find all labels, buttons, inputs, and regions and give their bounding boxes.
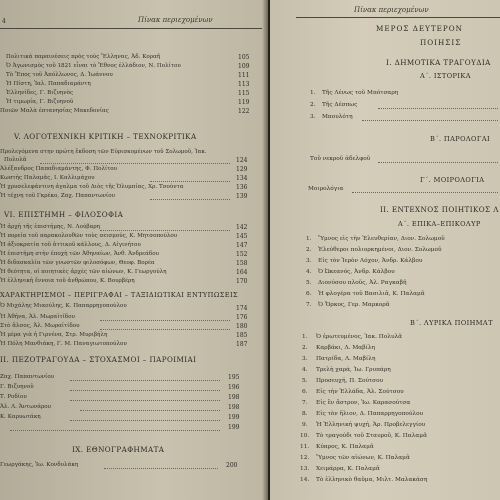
right-header-rule [296, 17, 500, 18]
part-subtitle: ΠΟΙΗΣΙΣ [420, 38, 462, 47]
section-heading: VI. ΕΠΙΣΤΗΜΗ – ΦΙΛΟΣΟΦΙΑ [4, 210, 124, 219]
subsection-heading: Β΄. ΠΑΡΟΛΟΓΑΙ [430, 135, 490, 143]
subsection-heading: Β΄. ΛΥΡΙΚΑ ΠΟΙΗΜΑΤ [410, 319, 493, 327]
left-page-number: 4 [2, 18, 6, 25]
section-heading: V. ΛΟΓΟΤΕΧΝΙΚΗ ΚΡΙΤΙΚΗ – ΤΕΧΝΟΚΡΙΤΙΚΑ [14, 132, 197, 141]
section-heading: ΙΧ. ΕΘΝΟΓΡΑΦΗΜΑΤΑ [72, 445, 165, 454]
section-heading: ΙΙ. ΠΕΖΟΤΡΑΓΟΥΔΑ – ΣΤΟΧΑΣΜΟΙ – ΠΑΡΟΙΜΙΑΙ [0, 355, 197, 364]
right-page: Πίνακ περιεχομένων ΜΕΡΟΣ ΔΕΥΤΕΡΟΝ ΠΟΙΗΣΙΣ Ι. ΔΗΜΟΤΙΚΑ ΤΡΑΓΟΥΔΙΑ Α΄. ΙΣΤΟΡΙΚΑ 1. Τῆς Λένως τοῦ Μπότσαρη 2. Τῆς Δέσπως 3. Μπουλότη Β΄. ΠΑΡΟΛΟΓΑΙ Τοῦ νεκροῦ ἀδελφοῦ Γ΄. ΜΟΙΡΟΛΟΓΙΑ Μοιρολόγια ΙΙ. ΕΝΤΕΧΝΟΣ ΠΟΙΗΤΙΚΟΣ Λ Α΄. ΕΠΙΚΑ–ΕΠΙΚΟΛΥΡ 1. Ὕμνος εἰς τὴν Ἐλευθερίαν, Διον. Σολωμοῦ 2. Ἐλεύθεροι πολιορκημένοι, Διον. Σολωμοῦ 3. Εἰς τὸν Ἱερὸν Λόχον, Ἀνδρ. Κάλβου 4. Ὁ Ὠκεανός, Ἀνδρ. Κάλβου 5. Διονύσου πλοῦς, Ἀλ. Ραγκαβῆ 6. Ἡ φλογέρα τοῦ Βασιλιᾶ, Κ. Παλαμᾶ 7. Ὁ Ὅρκος, Γερ. Μαρκορᾶ Β΄. ΛΥΡΙΚΑ ΠΟΙΗΜΑΤ 1. Ὁ ἐρωτευμένος, Ἰακ. Πολυλᾶ 2. Καρβάκι, Λ. Μαβίλη 3. Πατρίδα, Λ. Μαβίλη 4. Τρελὴ χαρά, Ἰω. Γρυπάρη 5. Προσευχή, Π. Σούτσου 6. Εἰς τὴν Ἑλλάδα, Ἀλ. Σούτσου 7. Εἰς ἓν ἄστρον, Ἰω. Καρασούτσα 8. Εἰς τὸν ἥλιον, Δ. Παπαρρηγοπούλου 9. Ἡ Ἑλληνικὴ ψυχή, Ἀρ. Προβελεγγίου 10. Τὸ τραγούδι τοῦ Σταυροῦ, Κ. Παλαμᾶ 11. Κύπρος, Κ. Παλαμᾶ 12. Ὕμνος τῶν αἰώνων, Κ. Παλαμᾶ 13. Χειμάρρα, Κ. Παλαμᾶ 14. Τὸ ἑλληνικὸ θαῦμα, Μιλτ. Μαλακάση [270, 0, 500, 500]
subsection-heading: Α΄. ΙΣΤΟΡΙΚΑ [420, 72, 471, 80]
section-heading: ΧΑΡΑΚΤΗΡΙΣΜΟΙ – ΠΕΡΙΓΡΑΦΑΙ – ΤΑΞΙΔΙΩΤΙΚΑΙ ΕΝΤΥΠΩΣΕΙΣ [0, 291, 239, 299]
subsection-heading: Γ΄. ΜΟΙΡΟΛΟΓΙΑ [420, 176, 485, 184]
right-running-header: Πίνακ περιεχομένων [354, 6, 429, 14]
left-page: 4 Πίνακ περιεχομένων Πολιτικά παραινέσεις πρὸς τοὺς Ἕλληνας, Ἀδ. Κοραῆ 105 Ὁ Ἀγωνισμὸς τοῦ 1821 εἶναι τὸ Ἔθνος ἑλλάδιον, Ν. Πολίτου 109 Τὸ Ἔπος τοῦ Ἀπόλλωνος, Δ. Ἰωάννου 111 Ἡ Πίστη, Ἰαλ. Παπαδιαμάντη 113 Ἑλληνίδες, Γ. Βιζυηνὸς 115 Ἡ τιμωρία, Γ. Βιζυηνοῦ 119 Ποιῶν Μαλὰ ἑπτανησίας Μακεδονίας 122 V. ΛΟΓΟΤΕΧΝΙΚΗ ΚΡΙΤΙΚΗ – ΤΕΧΝΟΚΡΙΤΙΚΑ Προλεγόμενα στην πρώτη ἔκδοση τῶν Εὑρισκομένων τοῦ Σολωμοῦ, Ἰακ. Πολυλᾶ 124 Ἀλέξανδρος Παπαδιαμάντης, Φ. Πολίτου 129 Κωστὴς Παλαμᾶς, Ι. Καλλιμάχου 134 Ἡ χρυσελεφάντινη ἀγαλμα τοῦ Διὸς τῆς Ὀλυμπίας, Χρ. Τσούντα 136 Ἡ τέχνη τοῦ Γκρέκο, Ζαχ. Παπαντωνίου 139 VI. ΕΠΙΣΤΗΜΗ – ΦΙΛΟΣΟΦΙΑ Ἡ ἀρχὴ τῆς ἐπιστήμης, Ν. Λούβαρη 142 Ἡ πορεία τοῦ παρακολουθῶν τοὺς σεισμούς, Κ. Μητσοπούλου 145 Ἡ ἀξιοκρατία τοῦ ἀττικοῦ κάλλους, Δ. Αἰγινήτου 147 Ἡ ἐπιστήμη στὴν ἐποχὴ τῶν Ἀθηναίων, Ἀνθ. Ἀνδρεάδου 152 Ἡ διδασκαλία τῶν γνωστῶν φιλοσόφων, Θεοφ. Βορέα 158 Ἡ θεότητα, οἱ ποιητικὲς ἀρχὲς τῶν αἰώνων, Κ. Γεωργούλη 164 Ἡ ἑλληνικὴ ἔννοια τοῦ ἀνθρώπου, Κ. Βουρβέρη 170 ΧΑΡΑΚΤΗΡΙΣΜΟΙ – ΠΕΡΙΓΡΑΦΑΙ – ΤΑΞΙΔΙΩΤΙΚΑΙ ΕΝΤΥΠΩΣΕΙΣ Ὁ Μιχάλης Μιαούλης, Κ. Παπαρρηγοπούλου 174 Ἡ Ἀθήνα, Ἀλ. Μωραϊτίδου 176 Στὸ ἄλσος, Ἀλ. Μωραϊτίδου 180 Ἡ μέρα γιὰ ἡ Γιρνένα, Στρ. Μυριβήλη 185 Ἡ Πόλη Μανθιάκη, Γ. Μ. Παναγιωτοπούλου 187 ΙΙ. ΠΕΖΟΤΡΑΓΟΥΔΑ – ΣΤΟΧΑΣΜΟΙ – ΠΑΡΟΙΜΙΑΙ Ζαχ. Παπαντωνίου 195 Γ. Βιζυηνοῦ 196 Τ. Ροδίου 198 Ἀλ. Λ. Ἀντωνάρου 198 Κ. Καρυωτάκη 199 199 ΙΧ. ΕΘΝΟΓΡΑΦΗΜΑΤΑ Γεωργάκης, Ἰω. Κονδυλάκη 200 [0, 0, 268, 500]
section-heading: Ι. ΔΗΜΟΤΙΚΑ ΤΡΑΓΟΥΔΙΑ [386, 58, 491, 67]
left-header-rule [0, 28, 262, 29]
list-item: Μοιρολόγια [308, 186, 344, 192]
list-item: Τοῦ νεκροῦ ἀδελφοῦ [310, 156, 371, 162]
toc-entry: Προλεγόμενα στην πρώτη ἔκδοση τῶν Εὑρισκομένων τοῦ Σολωμοῦ, Ἰακ. [0, 149, 207, 155]
section-heading: ΙΙ. ΕΝΤΕΧΝΟΣ ΠΟΙΗΤΙΚΟΣ Λ [380, 205, 499, 214]
subsection-heading: Α΄. ΕΠΙΚΑ–ΕΠΙΚΟΛΥΡ [398, 220, 481, 228]
left-running-header: Πίνακ περιεχομένων [138, 16, 213, 24]
part-title: ΜΕΡΟΣ ΔΕΥΤΕΡΟΝ [376, 24, 463, 33]
